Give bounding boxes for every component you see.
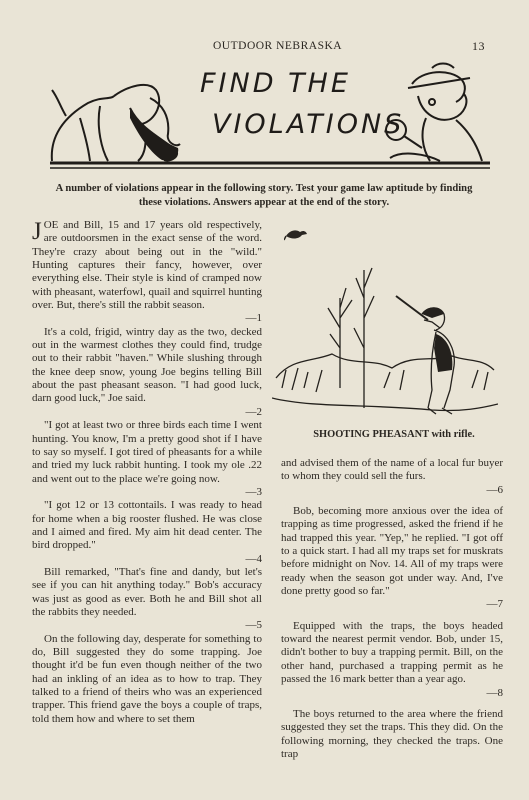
story-paragraph-1: JOE and Bill, 15 and 17 years old respectively, are outdoorsmen in the exact sense of the word. They're crazy about being out in the "wild." Hunting captures their fancy, however, over everything else. Their style is kind of cramped now with pheasant, waterfowl, quail and squirrel hunting over. But, there's still the rabbit season. —1 xyxy=(32,218,262,325)
story-paragraph-6: On the following day, desperate for something to do, Bill suggested they do some trapping. Joe thought it'd be fun even though neither of the two had an inkling of an idea as to how to trap. They talked to a friend of theirs who was an experienced trapper. This friend gave the boys a couple of traps, told them how and where to set them xyxy=(32,632,262,725)
violation-marker-4: —4 xyxy=(245,552,262,565)
illustration-caption: SHOOTING PHEASANT with rifle. xyxy=(313,429,475,440)
violation-marker-6: —6 xyxy=(486,483,503,496)
title-banner xyxy=(30,58,496,178)
banner-title-line1: FIND THE xyxy=(200,68,351,99)
drop-cap: J xyxy=(32,218,42,245)
story-paragraph-8: Equipped with the traps, the boys headed toward the nearest permit vendor. Bob, under 15, didn't bother to buy a trapping permit. Bill, on the other hand, purchased a trapping permit as he passed the 16 mark better than a year ago. —8 xyxy=(281,619,503,699)
violation-marker-8: —8 xyxy=(486,686,503,699)
pheasant-icon xyxy=(284,226,308,242)
story-column-right xyxy=(281,457,503,769)
story-column-left xyxy=(32,219,262,726)
violation-marker-5: —5 xyxy=(245,619,262,632)
intro-text: A number of violations appear in the following story. Test your game law aptitude by finding these violations. Answers appear at the end of the story. xyxy=(55,183,473,208)
hunter-illustration xyxy=(272,258,498,423)
story-paragraph-3: "I got at least two or three birds each time I went hunting. You know, I'm a pretty good shot if I have to say so myself. I got tired of pheasants for a while and tried my luck rabbit hunting. I took my ole .22 and went out to the place we're going now. —3 xyxy=(32,419,262,498)
page-number: 13 xyxy=(472,39,485,53)
banner-title-line2: VIOLATIONS xyxy=(212,109,405,140)
story-paragraph-4: "I got 12 or 13 cottontails. I was ready to head for home when a big rooster flushed. He was close and I aimed and fired. My aim hit dead center. The bird dropped." —4 xyxy=(32,499,262,565)
publication-name: OUTDOOR NEBRASKA xyxy=(213,40,343,52)
violation-marker-7: —7 xyxy=(486,598,503,611)
violation-marker-2: —2 xyxy=(245,405,262,418)
story-paragraph-5: Bill remarked, "That's fine and dandy, but let's see if you can hit anything today." Bob's accuracy was just as good as ever. Both he and Bill shot all the rabbits they needed. —5 xyxy=(32,565,262,632)
story-paragraph-2: It's a cold, frigid, wintry day as the two, decked out in the warmest clothes they could find, trudge out to their rabbit "haven." While slushing through the knee deep snow, young Joe begins telling Bill about the past pheasant season. "I had good luck, darn good luck," Joe said. —2 xyxy=(32,325,262,418)
story-paragraph-7: Bob, becoming more anxious over the idea of trapping as time progressed, asked the friend if he had trapped this year. "Yep," he replied. "I got off to a quick start. I had all my traps set for muskrats before midnight on Nov. 14. All of my traps were ready when the season got under way. And, I've done pretty good so far." —7 xyxy=(281,505,503,611)
running-header xyxy=(0,38,529,54)
violation-marker-3: —3 xyxy=(245,485,262,498)
story-paragraph-9: The boys returned to the area where the friend suggested they set the traps. This they did. On the following morning, they checked the traps. One trap xyxy=(281,707,503,760)
violation-marker-1: —1 xyxy=(245,312,262,325)
story-paragraph-6-cont: and advised them of the name of a local fur buyer to whom they could sell the furs. —6 xyxy=(281,457,503,496)
